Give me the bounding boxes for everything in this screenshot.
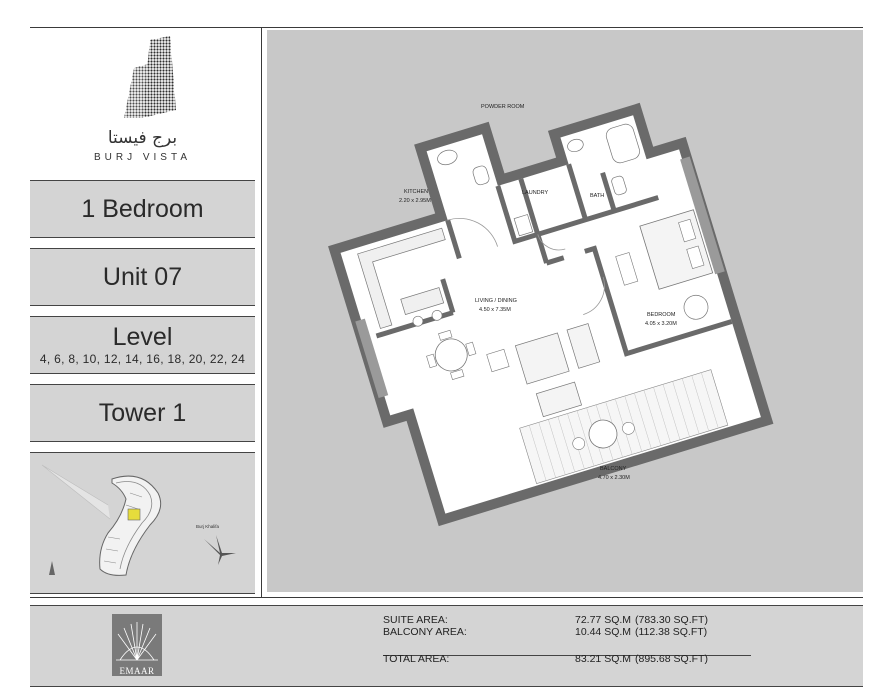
label-living-size: 4.50 x 7.35M [479,307,511,313]
burj-khalifa-icon [204,535,236,565]
total-area-label: TOTAL AREA: [383,653,450,665]
suite-area-row [383,614,783,626]
burj-khalifa-label: Burj Khalifa [196,524,220,529]
unit-type: 1 Bedroom [81,195,204,223]
balcony-area-sqft: (112.38 SQ.FT) [635,626,708,638]
unit-type-box [30,180,255,238]
key-plan [30,452,255,594]
suite-area-label: SUITE AREA: [383,614,448,626]
burj-vista-logo [30,30,255,170]
area-table [383,614,783,665]
floor-plan-panel [267,30,863,592]
logo-arabic-text: برج فيستا [107,128,178,148]
balcony-area-label: BALCONY AREA: [383,626,467,638]
label-kitchen-size: 2.20 x 2.95M [399,198,431,204]
tower-box [30,384,255,442]
tower-logo-icon [30,30,255,130]
label-balcony: BALCONY [600,466,627,472]
label-living: LIVING / DINING [475,298,517,304]
level-title: Level [112,323,173,351]
total-area-sqft: (895.68 SQ.FT) [635,653,708,665]
tower-name: Tower 1 [98,399,187,427]
bottom-rule [30,597,863,598]
unit-number: Unit 07 [102,263,183,291]
suite-area-sqm: 72.77 SQ.M [575,614,632,626]
unit-highlight [128,509,140,520]
key-plan-drawing [30,453,255,593]
north-arrow-icon [49,561,55,575]
label-bedroom-size: 4.05 x 3.20M [645,321,677,327]
balcony-area-sqm: 10.44 SQ.M [575,626,632,638]
label-bedroom: BEDROOM [647,312,676,318]
emaar-logo [112,614,162,676]
column-divider [261,27,262,597]
label-kitchen: KITCHEN [404,189,429,195]
level-box [30,316,255,374]
total-area-row [383,653,783,665]
total-area-sqm: 83.21 SQ.M [575,653,632,665]
top-rule [30,27,863,28]
suite-area-sqft: (783.30 SQ.FT) [635,614,708,626]
level-values: 4, 6, 8, 10, 12, 14, 16, 18, 20, 22, 24 [39,352,246,366]
balcony-area-row [383,626,783,638]
label-balcony-size: 4.70 x 2.30M [598,475,630,481]
logo-english-text: BURJ VISTA [93,152,192,163]
area-summary-bar [30,605,863,687]
emaar-wordmark: EMAAR [119,666,155,676]
floor-plan [267,30,863,592]
label-powder-room: POWDER ROOM [481,104,525,110]
label-bath: BATH [590,193,605,199]
unit-number-box [30,248,255,306]
label-laundry: LAUNDRY [522,190,549,196]
